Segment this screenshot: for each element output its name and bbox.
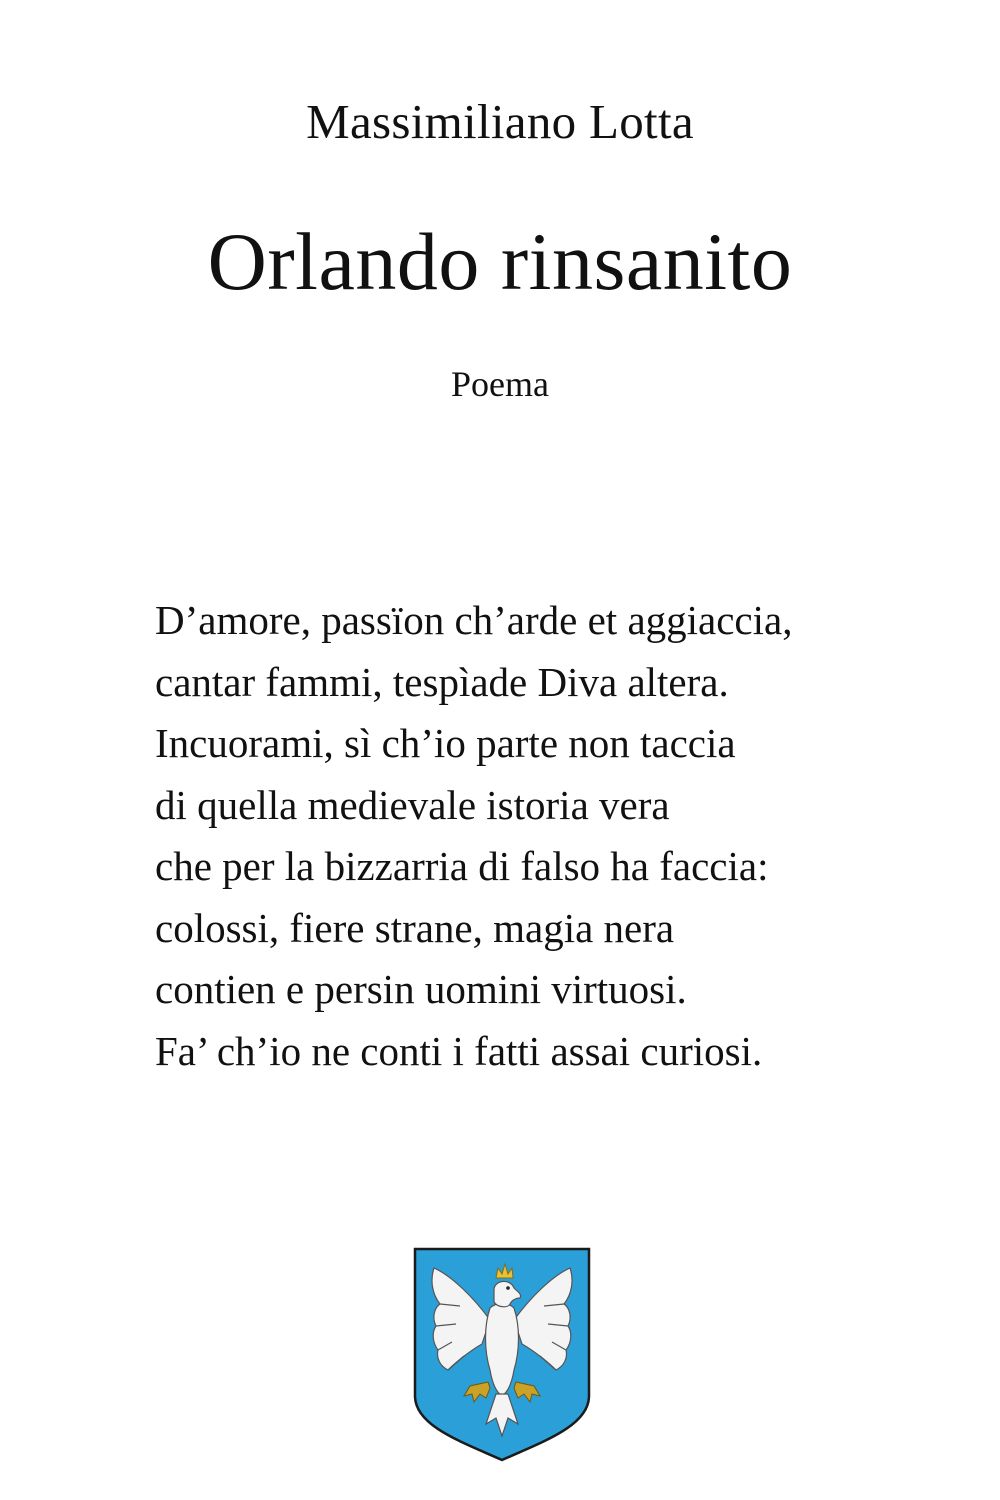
stanza-line: Fa’ ch’io ne conti i fatti assai curiosi. [155,1027,763,1074]
stanza-line: cantar fammi, tespìade Diva altera. [155,658,729,705]
coat-of-arms-eagle-icon [412,1246,592,1464]
stanza-line: contien e persin uomini virtuosi. [155,966,687,1012]
eagle-eye [506,1286,510,1290]
stanza-line: colossi, fiere strane, magia nera [155,904,675,951]
book-subtitle: Poema [451,364,549,404]
opening-stanza [155,590,915,1082]
stanza-line: Incuorami, sì ch’io parte non taccia [155,720,736,766]
stanza-line: di quella medievale istoria vera [155,781,670,828]
author-name: Massimiliano Lotta [306,94,694,149]
book-title: Orlando rinsanito [207,216,793,307]
stanza-line: D’amore, passïon ch’arde et aggiaccia, [155,597,793,643]
stanza-line: che per la bizzarria di falso ha faccia: [155,843,769,889]
